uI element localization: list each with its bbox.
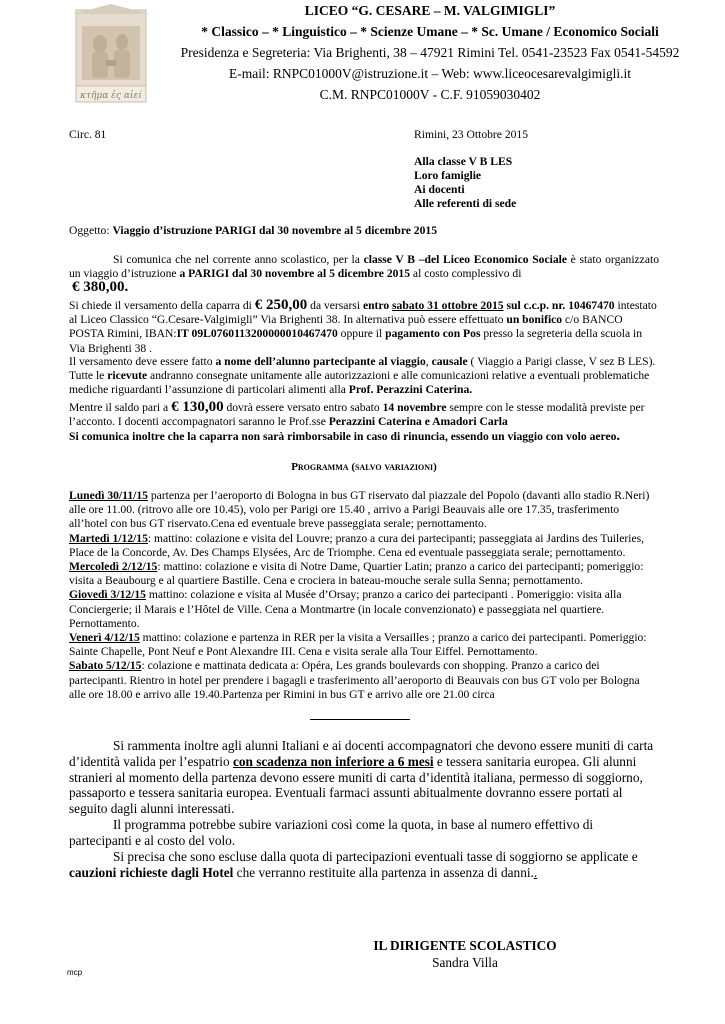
footer-initials: mcp [67, 968, 83, 977]
signature-name: Sandra Villa [432, 955, 498, 970]
subject-text: Viaggio d’istruzione PARIGI dal 30 novembre al 5 dicembre 2015 [112, 224, 437, 237]
non-refundable-note: Si comunica inoltre che la caparra non sarà rimborsabile in caso di rinuncia, essendo un viaggio con volo aereo [69, 430, 617, 444]
recipient: Alla classe V B LES [414, 155, 513, 168]
school-contacts: E-mail: RNPC01000V@istruzione.it – Web: www.liceocesarevalgimigli.it [228, 66, 632, 81]
circular-number: Circ. 81 [69, 128, 107, 141]
separator-line [310, 719, 410, 720]
school-address: Presidenza e Segreteria: Via Brighenti, 38 – 47921 Rimini Tel. 0541-23523 Fax 0541-54592 [180, 45, 680, 60]
iban: IT 09L0760113200000010467470 [176, 327, 338, 341]
recipient: Alle referenti di sede [414, 197, 517, 210]
variations-paragraph: Il programma potrebbe subire variazioni così come la quota, in base al numero effettivo di partecipanti e al costo del volo. [69, 817, 594, 848]
intro-paragraph: Si comunica che nel corrente anno scolastico, per la classe V B –del Liceo Economico Sociale è stato organizzato un viaggio d’istruzione a PARIGI dal 30 novembre al 5 dicembre 2015 al costo complessivo di [69, 253, 659, 281]
school-name: LICEO “G. CESARE – M. VALGIMIGLI” [304, 3, 556, 18]
program-day: Martedì 1/12/15: mattino: colazione e visita del Louvre; pranzo a cura dei partecipanti; passeggiata ai Jardins des Tuileries, Place de la Concorde, Av. Des Champs Elysées, Arc de Triomphe. Cena ed eventuale passeggiata serale; pernottamento. [69, 531, 645, 559]
recipient: Ai docenti [414, 183, 465, 196]
program-day: Sabato 5/12/15: colazione e mattinata dedicata a: Opéra, Les grands boulevards con shopping. Pranzo a carico dei partecipanti. Rientro in hotel per prendere i bagagli e trasferimento all’aeroporto di Beauvais con bus GT volo per Bologna alle ore 18.00 e arrivo alle 19.40.Partenza per Rimini in bus GT e arrivo alle ore 21.00 circa [69, 659, 640, 701]
deposit-paragraph: Si chiede il versamento della caparra di € 250,00 da versarsi entro sabato 31 ottobre 2015 sul c.c.p. nr. 10467470 intestato al Liceo Classico “G.Cesare-Valgimigli” Via Brighenti 38. In alternativa può essere effettuato un bonifico c/o BANCO POSTA Rimini, IBAN:IT 09L0760113200000010467470 oppure il pagamento con Pos presso la segreteria della scuola in Via Brighenti 38 . [69, 297, 657, 355]
program-day: Giovedì 3/12/15 mattino: colazione e visita al Musée d’Orsay; pranzo a carico dei partecipanti . Pomeriggio: visita alla Conciergerie; il Marais e l’Hôtel de Ville. Cena a Montmartre (in locale convenzionato) e passeggiata nel quartiere. Pernottamento. [69, 588, 622, 630]
subject-line [69, 224, 659, 238]
school-logo [70, 4, 152, 107]
exclusions-paragraph: Si precisa che sono escluse dalla quota di partecipazioni eventuali tasse di soggiorno se applicate e cauzioni richieste dagli Hotel che verranno restituite alla partenza in assenza di danni.. [69, 849, 638, 880]
program-day: Lunedì 30/11/15 partenza per l’aeroporto di Bologna in bus GT riservato dal piazzale del Popolo (davanti allo stadio R.Neri) alle ore 11.00. (ritrovo alle ore 10.45), volo per Parigi ore 15.40 , arrivo a Parigi Beauvais alle ore 17.35, trasferimento all’hotel con bus GT riservato.Cena ed eventuale breve passeggiata serale; pernottamento. [69, 489, 650, 531]
school-courses: * Classico – * Linguistico – * Scienze Umane – * Sc. Umane / Economico Sociali [201, 24, 659, 39]
recipients-list [414, 155, 516, 211]
logo-motto: κτῆμα ἐς αἰεί [80, 91, 142, 101]
program-title: Programma (salvo variazioni) [291, 461, 437, 473]
subject-label: Oggetto: [69, 224, 113, 237]
deposit-deadline: sabato 31 ottobre 2015 [392, 299, 504, 312]
signature-title: IL DIRIGENTE SCOLASTICO [373, 938, 557, 953]
deposit-amount: € 250,00 [254, 297, 308, 313]
stele-relief-image [70, 4, 152, 107]
payment-paragraph: Il versamento deve essere fatto a nome dell’alunno partecipante al viaggio, causale ( Viaggio a Parigi classe, V sez B LES). Tutte le ricevute andranno consegnate unitamente alle autorizzazioni e alle comunicazioni relative a eventuali problematiche mediche riguardanti l’assunzione di particolari alimenti alla Prof. Perazzini Caterina. [69, 355, 656, 397]
total-cost: € 380,00. [72, 279, 129, 295]
reminder-paragraph: Si rammenta inoltre agli alunni Italiani e ai docenti accompagnatori che devono essere muniti di carta d’identità valida per l’espatrio con scadenza non inferiore a 6 mesi e tessera sanitaria europea. Gli alunni stranieri al momento della partenza devono essere muniti di carta d’identità italiana, permesso di soggiorno, passaporto e tessera sanitaria europea. Eventuali farmaci assunti abitualmente dovranno essere portati al seguito dagli alunni interessati. [69, 738, 654, 817]
program-list [69, 489, 659, 702]
balance-paragraph: Mentre il saldo pari a € 130,00 dovrà essere versato entro sabato 14 novembre sempre con le stesse modalità previste per l’acconto. I docenti accompagnatori saranno le Prof.sse Perazzini Caterina e Amadori Carla Si comunica inoltre che la caparra non sarà rimborsabile in caso di rinuncia, essendo un viaggio con volo aereo. [69, 399, 645, 445]
program-day: Venerì 4/12/15 mattino: colazione e partenza in RER per la visita a Versailles ; pranzo a carico dei partecipanti. Pomeriggio: Sainte Chapelle, Pont Neuf e Pont Alexandre III. Cena e visita serale alla Tour Eiffel. Pernottamento. [69, 631, 647, 659]
document-date: Rimini, 23 Ottobre 2015 [414, 128, 529, 141]
program-day: Mercoledì 2/12/15: mattino: colazione e visita di Notre Dame, Quartier Latin; pranzo a carico dei partecipanti; pomeriggio: visita a Beaubourg e al quartiere Bastille. Cena e crociera in bateau-mouche serale sulla Senna; pernottamento. [69, 560, 644, 588]
school-codes: C.M. RNPC01000V - C.F. 91059030402 [319, 87, 541, 102]
balance-amount: € 130,00 [171, 399, 224, 415]
recipient: Loro famiglie [414, 169, 482, 182]
